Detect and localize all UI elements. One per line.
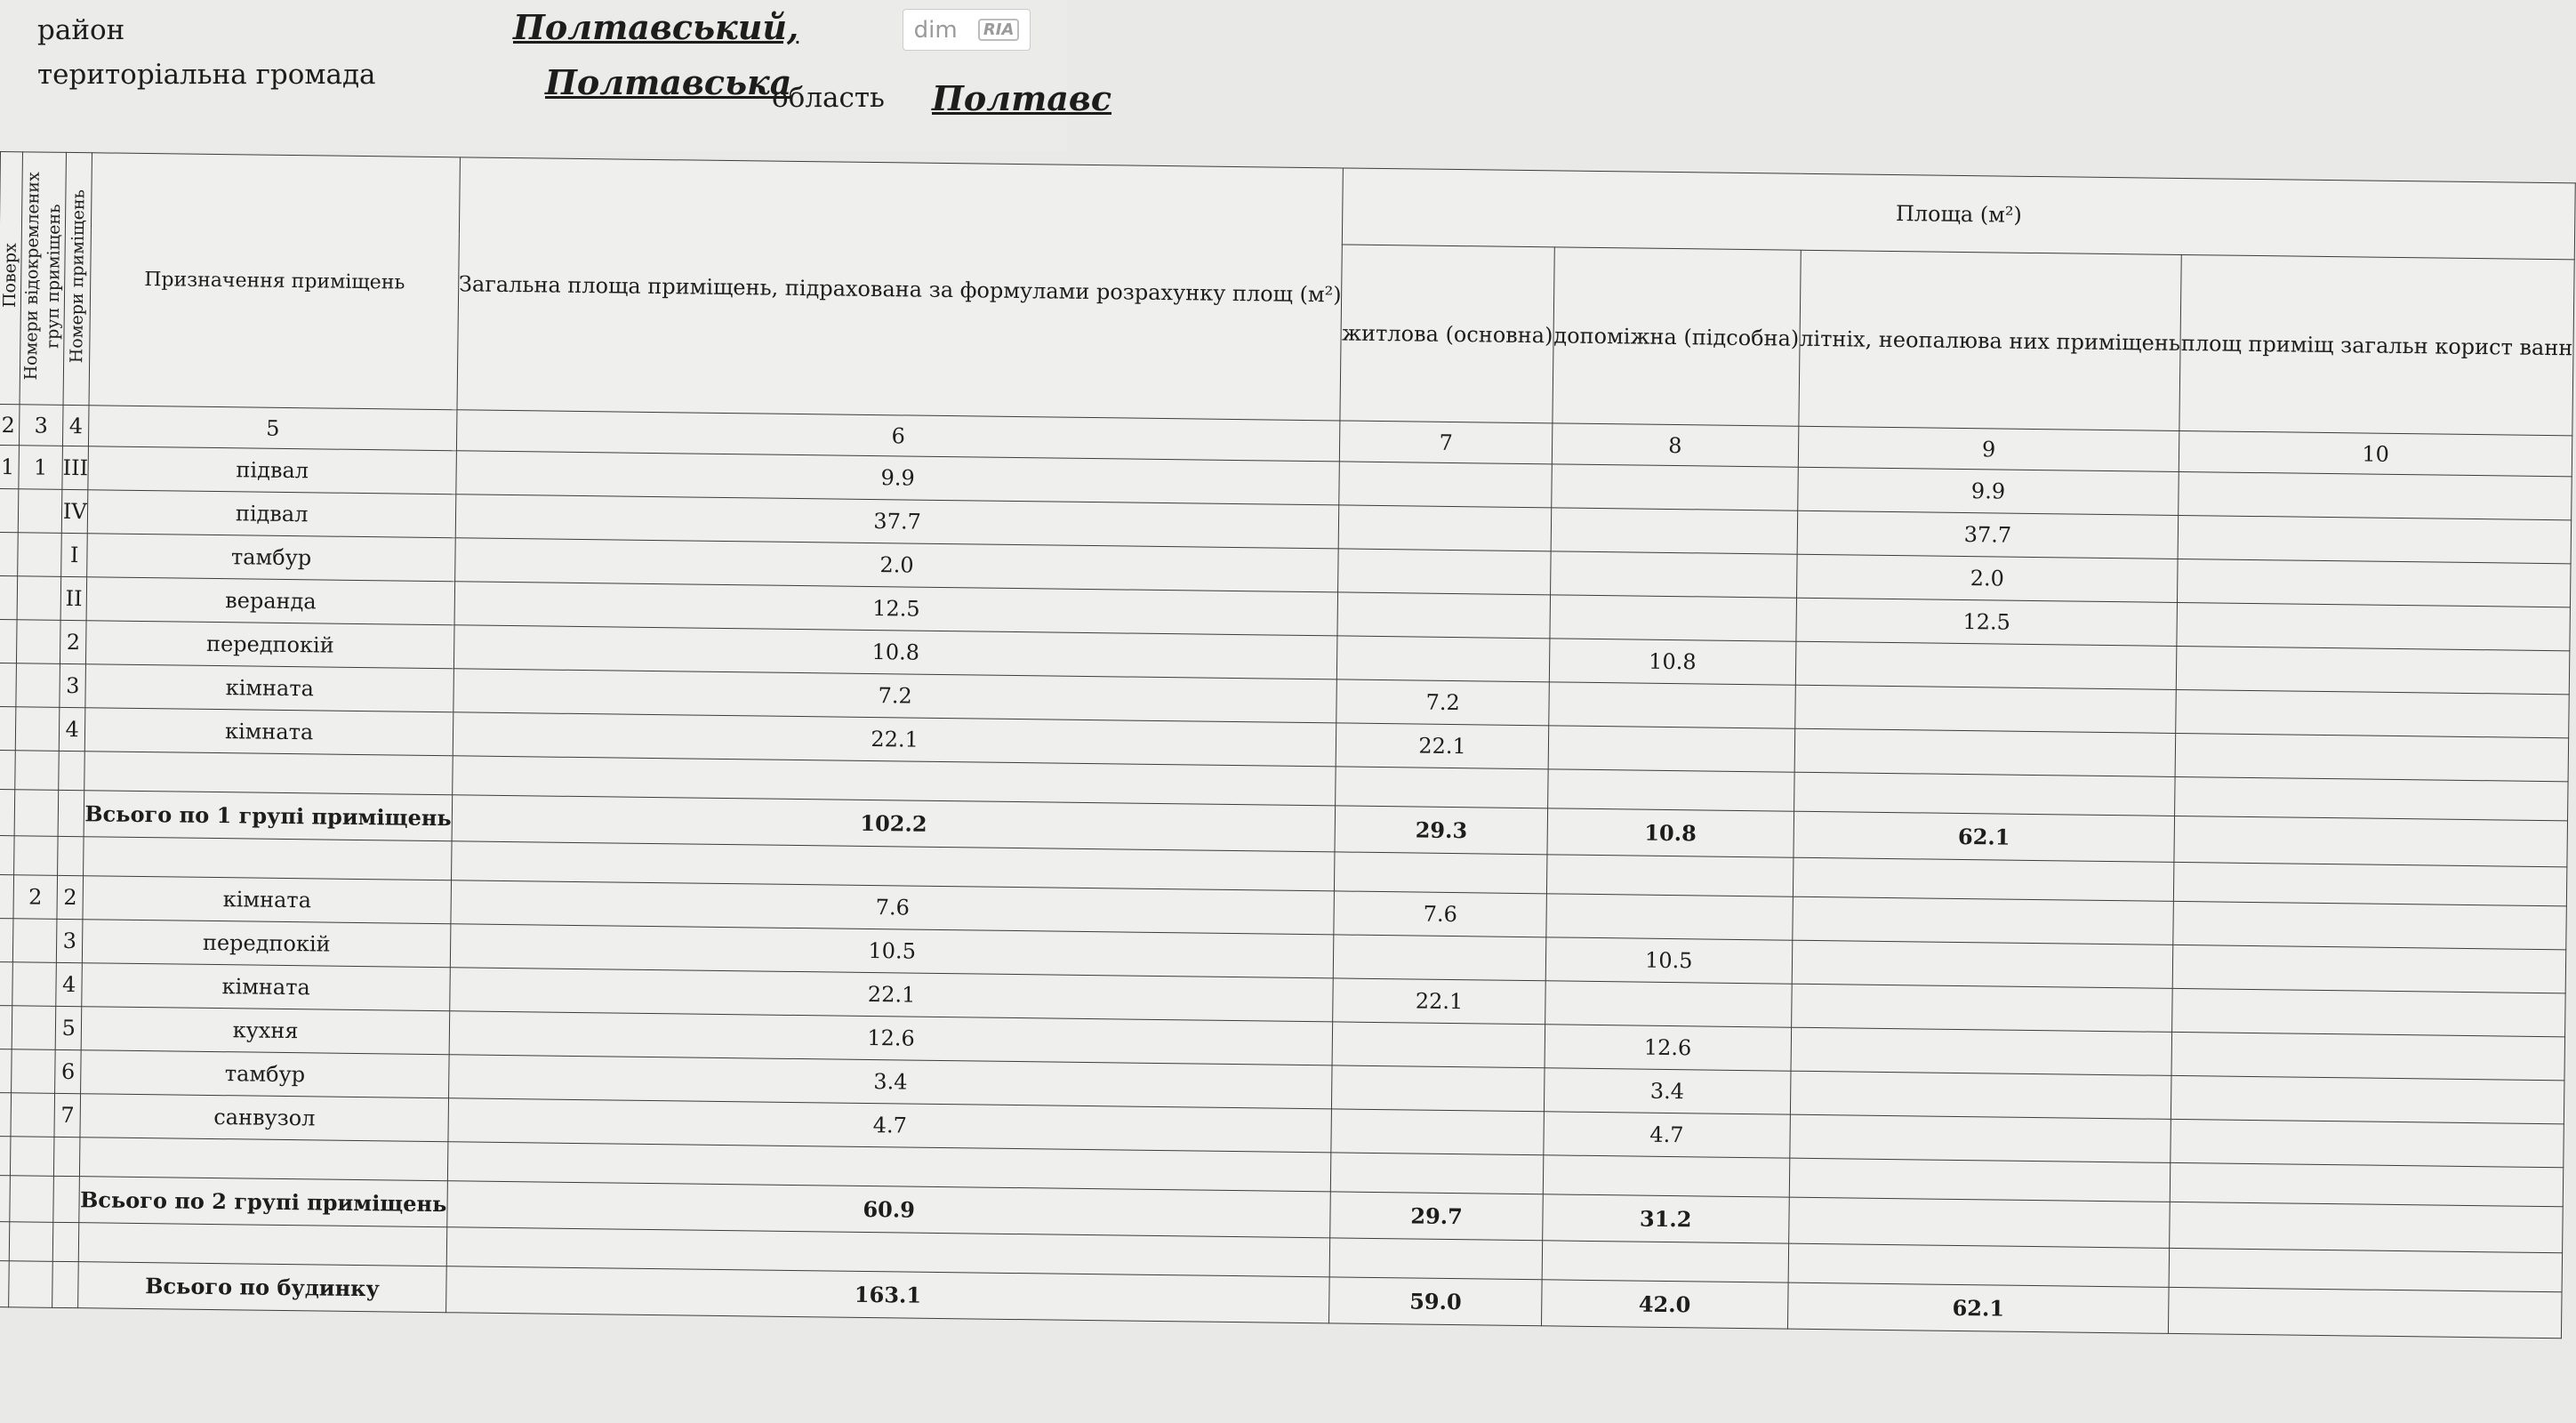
cell-summer-area (1789, 1114, 2171, 1162)
cell-summer-area (1794, 685, 2176, 733)
cell-total-area: 10.8 (453, 625, 1337, 679)
cell-total-area: 9.9 (456, 451, 1340, 505)
cell-total-area: 37.7 (455, 494, 1339, 549)
cell-common-area (2171, 1032, 2564, 1080)
cell-common-area (2173, 901, 2566, 949)
cell-group (12, 1006, 56, 1050)
cell-common-area (2172, 988, 2565, 1036)
cell-room: IV (61, 489, 88, 533)
cell-floor (0, 750, 15, 789)
cell-living-area: 7.6 (1334, 891, 1546, 937)
cell-room (58, 790, 84, 836)
column-number: 8 (1552, 423, 1798, 467)
watermark-dim-text: dim (913, 16, 958, 44)
cell-purpose: кухня (82, 1007, 450, 1055)
col-header-floor: Поверх (0, 152, 22, 405)
column-number: 4 (62, 405, 89, 446)
cell-total-area: 3.4 (448, 1055, 1332, 1109)
cell-common-area (2176, 689, 2569, 737)
cell-group (10, 1176, 54, 1223)
cell-room: 5 (55, 1006, 82, 1049)
area-table (0, 151, 2576, 1339)
cell-summer-area (1793, 857, 2174, 901)
cell-aux-area: 31.2 (1542, 1194, 1788, 1243)
cell-aux-area (1546, 855, 1793, 896)
cell-room (53, 1137, 80, 1176)
watermark-ria-logo: RIA (978, 19, 1020, 41)
cell-floor (0, 918, 13, 961)
cell-floor (0, 663, 16, 706)
cell-group (15, 751, 60, 791)
cell-living-area (1332, 1065, 1545, 1112)
cell-living-area: 22.1 (1333, 978, 1545, 1025)
cell-common-area (2174, 862, 2567, 905)
cell-group (12, 919, 57, 963)
cell-living-area (1331, 1153, 1544, 1194)
cell-group: 2 (13, 875, 58, 920)
cell-floor (0, 835, 14, 874)
cell-living-area (1337, 592, 1550, 639)
cell-aux-area: 42.0 (1541, 1280, 1787, 1329)
cell-summer-area (1792, 896, 2173, 945)
cell-floor (0, 789, 15, 835)
cell-aux-area (1548, 726, 1794, 772)
cell-aux-area: 3.4 (1544, 1068, 1790, 1114)
column-number: 5 (89, 406, 457, 451)
column-number: 10 (2179, 430, 2572, 476)
cell-aux-area (1547, 769, 1794, 811)
cell-purpose: Всього по будинку (78, 1262, 446, 1313)
cell-purpose: передпокій (83, 920, 451, 968)
cell-aux-area: 12.6 (1545, 1025, 1791, 1071)
cell-aux-area (1552, 464, 1798, 511)
cell-living-area (1336, 767, 1548, 808)
cell-purpose (84, 752, 453, 795)
col-header-common: площ приміщ загальн корист ванн (2179, 254, 2574, 435)
cell-common-area (2174, 816, 2567, 866)
cell-common-area (2171, 1075, 2564, 1123)
cell-living-area (1334, 935, 1546, 981)
cell-living-area: 22.1 (1336, 723, 1549, 769)
col-header-summer: літніх, неопалюва них приміщень (1799, 250, 2182, 430)
cell-purpose: кімната (85, 708, 453, 756)
cell-living-area (1330, 1238, 1543, 1280)
district-label: район (37, 14, 125, 46)
cell-common-area (2178, 559, 2571, 607)
cell-aux-area (1545, 981, 1791, 1027)
cell-living-area (1339, 462, 1552, 508)
cell-living-area (1335, 852, 1547, 894)
dim-ria-watermark (903, 9, 1031, 51)
cell-aux-area (1549, 682, 1795, 728)
cell-group (12, 1049, 56, 1094)
cell-summer-area (1794, 728, 2176, 776)
cell-floor (0, 1136, 11, 1175)
cell-aux-area: 10.5 (1545, 937, 1792, 984)
cell-room: III (62, 446, 89, 489)
cell-room (52, 1261, 79, 1307)
cell-aux-area (1551, 508, 1797, 554)
cell-aux-area (1550, 551, 1796, 598)
cell-group (16, 663, 60, 708)
cell-summer-area: 62.1 (1794, 811, 2175, 862)
cell-purpose: тамбур (81, 1050, 449, 1098)
cell-summer-area (1788, 1243, 2170, 1287)
cell-purpose: кімната (83, 876, 451, 924)
cell-living-area (1331, 1109, 1544, 1155)
cell-group (14, 836, 59, 876)
cell-floor (0, 961, 12, 1005)
cell-floor (0, 619, 17, 663)
cell-room: 2 (57, 875, 84, 919)
cell-room: II (60, 576, 87, 620)
column-number: 7 (1340, 421, 1553, 464)
cell-purpose (80, 1138, 448, 1181)
district-value: Полтавський, (513, 7, 799, 47)
cell-group (18, 489, 62, 534)
cell-room: 3 (60, 663, 86, 707)
cell-living-area (1332, 1022, 1545, 1068)
cell-purpose (84, 837, 452, 880)
cell-group (17, 576, 61, 621)
cell-summer-area (1794, 772, 2175, 816)
cell-summer-area: 12.5 (1796, 598, 2178, 646)
cell-summer-area: 37.7 (1797, 511, 2179, 559)
oblast-label: область (772, 82, 885, 114)
col-header-total-area: Загальна площа приміщень, підрахована за формулами розрахунку площ (м²) (457, 157, 1344, 421)
header-row-1 (0, 152, 2575, 260)
cell-living-area: 29.3 (1335, 806, 1547, 855)
cell-aux-area (1550, 595, 1796, 641)
col-header-auxiliary: допоміжна (підсобна) (1553, 247, 1801, 426)
cell-purpose: кімната (82, 963, 450, 1011)
cell-floor (0, 532, 18, 575)
column-number: 3 (19, 405, 63, 446)
cell-summer-area: 62.1 (1787, 1282, 2169, 1333)
cell-floor (0, 1175, 10, 1221)
cell-room: 3 (56, 919, 83, 962)
cell-aux-area (1542, 1241, 1788, 1282)
cell-floor (0, 575, 18, 619)
cell-total-area: 4.7 (448, 1098, 1332, 1153)
cell-aux-area: 10.8 (1549, 639, 1795, 685)
cell-summer-area (1791, 1027, 2172, 1075)
cell-total-area: 22.1 (453, 712, 1336, 767)
cell-group (15, 707, 60, 752)
cell-group (11, 1093, 55, 1138)
cell-purpose: кімната (85, 664, 453, 712)
cell-purpose: санвузол (80, 1094, 448, 1142)
cell-aux-area: 4.7 (1544, 1112, 1790, 1158)
cell-common-area (2175, 733, 2568, 781)
cell-room: 2 (60, 620, 86, 663)
cell-floor (0, 874, 14, 918)
cell-living-area: 29.7 (1330, 1192, 1543, 1241)
cell-floor (0, 1221, 10, 1260)
cell-room: 6 (55, 1049, 82, 1093)
cell-total-area: 2.0 (454, 538, 1338, 592)
cell-total-area: 12.5 (454, 582, 1338, 636)
cell-summer-area (1789, 1158, 2171, 1202)
cell-room: 7 (54, 1093, 81, 1137)
col-header-groups: Номери відокремлених груп приміщень (20, 152, 66, 406)
cell-floor (0, 1049, 12, 1092)
cell-room (52, 1222, 79, 1261)
column-number: 6 (456, 410, 1340, 462)
cell-summer-area (1795, 641, 2177, 689)
cell-group (14, 790, 59, 837)
cell-floor (0, 1005, 12, 1049)
cell-group (10, 1137, 54, 1177)
cell-common-area (2171, 1119, 2564, 1167)
cell-common-area (2178, 515, 2571, 563)
cell-total-area: 10.5 (450, 924, 1334, 978)
cell-floor (0, 1092, 12, 1136)
cell-group (12, 962, 57, 1007)
cell-purpose: підвал (88, 490, 456, 538)
community-value: Полтавська (545, 62, 792, 102)
cell-living-area (1338, 549, 1551, 595)
cell-common-area (2169, 1248, 2562, 1291)
cell-room (58, 836, 84, 875)
cell-common-area (2172, 945, 2565, 993)
cell-common-area (2179, 471, 2572, 519)
cell-purpose: Всього по 1 групі приміщень (84, 791, 453, 841)
cell-purpose: веранда (87, 577, 455, 625)
cell-total-area: 7.6 (451, 880, 1335, 935)
cell-group (16, 620, 60, 664)
cell-floor (0, 706, 16, 750)
cell-floor: 1 (0, 445, 19, 488)
col-header-rooms: Номери приміщень (63, 152, 92, 405)
cell-summer-area (1792, 940, 2173, 988)
cell-purpose: тамбур (87, 534, 455, 582)
cell-purpose: підвал (88, 446, 456, 494)
cell-living-area: 7.2 (1336, 679, 1549, 726)
cell-purpose (79, 1223, 447, 1266)
community-label: територіальна громада (37, 59, 376, 91)
cell-floor (0, 488, 19, 532)
cell-summer-area (1790, 1071, 2171, 1119)
cell-living-area (1337, 636, 1550, 682)
cell-room: I (61, 533, 88, 576)
cell-room (53, 1176, 80, 1222)
column-number: 2 (0, 404, 20, 445)
cell-common-area (2175, 776, 2568, 820)
cell-common-area (2171, 1162, 2564, 1206)
cell-total-area: 12.6 (449, 1011, 1333, 1065)
cell-summer-area: 9.9 (1797, 467, 2179, 515)
col-header-living: житлова (основна) (1340, 245, 1554, 423)
cell-total-area: 102.2 (452, 795, 1336, 852)
cell-group (9, 1222, 53, 1262)
cell-living-area: 59.0 (1329, 1277, 1542, 1326)
col-header-area-group: Площа (м²) (1343, 168, 2575, 260)
cell-room: 4 (59, 707, 85, 751)
cell-group (9, 1261, 53, 1308)
cell-total-area: 60.9 (447, 1181, 1331, 1238)
cell-total-area: 163.1 (445, 1266, 1329, 1323)
cell-common-area (2177, 602, 2570, 650)
cell-summer-area: 2.0 (1796, 554, 2178, 602)
cell-common-area (2177, 646, 2570, 694)
cell-total-area: 22.1 (450, 968, 1334, 1022)
cell-purpose: Всього по 2 групі приміщень (79, 1177, 447, 1227)
cell-purpose: передпокій (86, 621, 454, 669)
area-table-form (0, 151, 2576, 1339)
cell-total-area: 7.2 (453, 669, 1337, 723)
column-number: 9 (1798, 426, 2179, 471)
cell-aux-area (1543, 1155, 1789, 1197)
cell-group: 1 (19, 446, 63, 490)
cell-living-area (1339, 505, 1552, 551)
cell-common-area (2170, 1202, 2563, 1252)
cell-summer-area (1791, 984, 2172, 1032)
oblast-value: Полтавс (932, 78, 1111, 118)
col-header-purpose: Призначення приміщень (89, 153, 460, 410)
cell-aux-area (1546, 894, 1793, 940)
cell-aux-area: 10.8 (1547, 808, 1794, 857)
cell-common-area (2169, 1287, 2562, 1338)
cell-room (59, 751, 85, 790)
cell-group (18, 533, 62, 577)
cell-summer-area (1788, 1197, 2170, 1248)
cell-room: 4 (56, 962, 83, 1006)
